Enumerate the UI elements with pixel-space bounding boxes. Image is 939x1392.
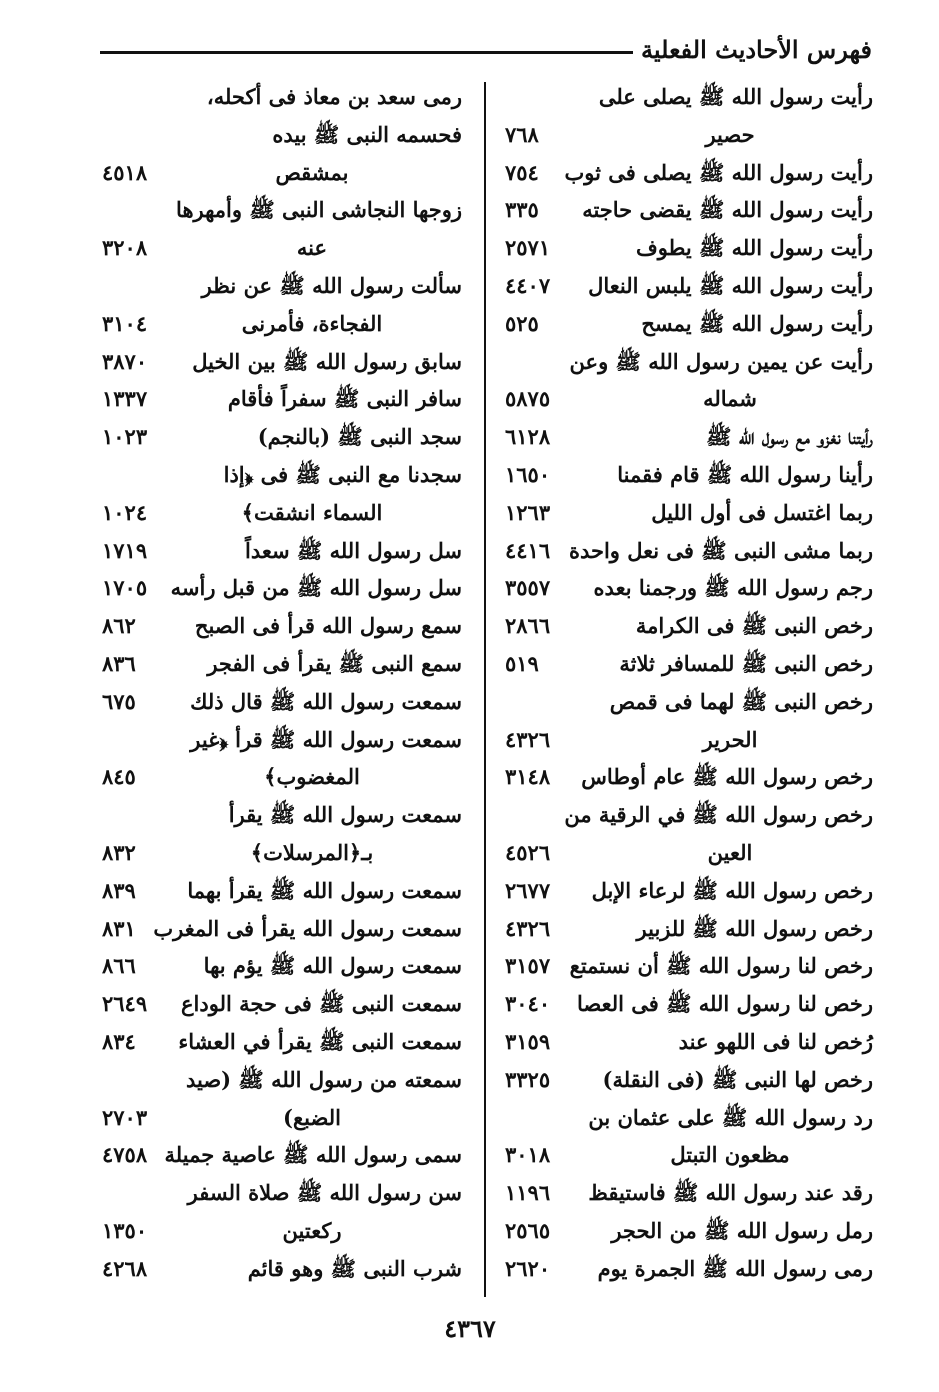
index-entry [505,1136,873,1174]
index-entry [102,380,462,418]
entry-text: سمعت رسول الله ﷺ قرأ ﴿غير [190,726,462,752]
index-entry [505,947,873,985]
index-entry [102,796,462,834]
entry-text: رقد عند رسول الله ﷺ فاستيقظ [588,1180,873,1206]
entry-text: رأيت عن يمين رسول الله ﷺ وعن [569,348,873,374]
entry-number: ١٢٦٣ [505,499,551,525]
index-entry [505,796,873,834]
entry-text: رخص لنا رسول الله ﷺ أن نستمتع [569,953,873,979]
entry-text: سمى رسول الله ﷺ عاصية جميلة [164,1142,462,1168]
entry-number: ٤٤١٦ [505,537,551,563]
index-entry [102,267,462,305]
entry-text: سن رسول الله ﷺ صلاة السفر [187,1180,462,1206]
entry-number: ٤٥٢٦ [505,839,551,865]
index-entry [505,494,873,532]
index-entry [505,872,873,910]
index-entry [102,758,462,796]
entry-number: ٨٣٩ [102,877,136,903]
entry-text: فحسمه النبى ﷺ بيده [272,121,462,147]
header-rule [100,51,633,54]
entry-text: السماء انشقت﴾ [241,499,383,525]
right-column [505,78,873,1288]
entry-text: الفجاءة، فأمرنى [241,310,383,336]
index-entry [505,607,873,645]
entry-text: العين [707,839,753,865]
index-entry [505,645,873,683]
entry-text: رأيت رسول الله ﷺ يقضى حاجته [582,197,873,223]
entry-number: ٢٦٧٧ [505,877,551,903]
entry-text: رخص لنا رسول الله ﷺ فى العصا [576,991,873,1017]
entry-text: رأيت رسول الله ﷺ يلبس النعال [588,272,873,298]
entry-text: سل رسول الله ﷺ سعداً [245,537,462,563]
index-entry [505,721,873,759]
entry-text: رخص رسول الله ﷺ عام أوطاس [581,764,873,790]
page-header [100,28,872,70]
entry-number: ٣٣٥ [505,197,539,223]
entry-number: ٣١٥٧ [505,953,551,979]
entry-text: شماله [703,386,757,412]
index-entry [505,267,873,305]
entry-text: رجم رسول الله ﷺ ورجمنا بعده [593,575,873,601]
entry-text: الضبع) [283,1104,341,1130]
entry-text: ركعتين [282,1217,342,1243]
page-title: فهرس الأحاديث الفعلية [641,34,872,64]
entry-text: سل رسول الله ﷺ من قبل رأسه [170,575,462,601]
index-entry [102,305,462,343]
entry-number: ٨٦٦ [102,953,136,979]
entry-text: ربما مشى النبى ﷺ فى نعل واحدة [568,537,873,563]
index-entry [505,380,873,418]
index-entry [102,607,462,645]
entry-text: رخص النبى ﷺ فى الكرامة [635,613,873,639]
entry-text: رخص لها النبى ﷺ (فى النقلة) [602,1066,873,1092]
entry-text: سمعت النبى ﷺ فى حجة الوداع [181,991,462,1017]
entry-text: بمشقص [275,159,349,185]
entry-text: الحرير [702,726,758,752]
entry-text: رخص النبى ﷺ لهما فى قمص [609,688,873,714]
entry-text: سمعت رسول الله ﷺ يقرأ بهما [187,877,462,903]
index-entry [505,1099,873,1137]
index-entry [102,78,462,116]
entry-number: ١٧١٩ [102,537,148,563]
index-entry [505,532,873,570]
entry-number: ٧٥٤ [505,159,539,185]
entry-number: ٦١٢٨ [505,424,551,450]
index-entry [505,1174,873,1212]
entry-number: ٧٦٨ [505,121,539,147]
entry-text: سألت رسول الله ﷺ عن نظر [201,272,462,298]
entry-text: سجد النبى ﷺ (بالنجم) [257,424,462,450]
index-entry [505,229,873,267]
index-entry [102,154,462,192]
index-entry [505,569,873,607]
index-entry [102,569,462,607]
index-entry [102,191,462,229]
entry-text: رخص رسول الله ﷺ لرعاء الإبل [591,877,873,903]
entry-text: رأينا رسول الله ﷺ قام فقمنا [617,461,873,487]
entry-number: ١٠٢٤ [102,499,148,525]
entry-number: ١٧٠٥ [102,575,148,601]
entry-number: ٨٦٢ [102,613,136,639]
entry-text: رد رسول الله ﷺ على عثمان بن [588,1104,873,1130]
entry-number: ٤٧٥٨ [102,1142,148,1168]
index-entry [102,343,462,381]
column-divider [484,82,486,1297]
entry-text: زوجها النجاشى النبى ﷺ وأمهرها [176,197,462,223]
entry-number: ٤٤٠٧ [505,272,551,298]
index-entry [102,494,462,532]
entry-text: سمعته من رسول الله ﷺ (صيد [185,1066,462,1092]
entry-text: رخص رسول الله ﷺ في الرقية من [564,802,873,828]
entry-number: ٢٦٤٩ [102,991,148,1017]
entry-number: ٨٤٥ [102,764,136,790]
index-entry [102,947,462,985]
index-entry [505,985,873,1023]
entry-number: ١٦٥٠ [505,461,551,487]
entry-text: سجدنا مع النبى ﷺ فى ﴿إذا [223,461,462,487]
index-entry [102,418,462,456]
entry-number: ٣٢٠٨ [102,235,148,261]
entry-text: رخص رسول الله ﷺ للزبير [636,915,873,941]
entry-text: رأيت رسول الله ﷺ يصلى على [598,84,873,109]
entry-text: سمعت النبى ﷺ يقرأ في العشاء [178,1028,462,1054]
entry-number: ٣٥٥٧ [505,575,551,601]
entry-text: سمع النبى ﷺ يقرأ فى الفجر [207,650,462,676]
entry-number: ٣١٥٩ [505,1028,551,1054]
index-entry [102,721,462,759]
entry-number: ١٣٥٠ [102,1217,148,1243]
entry-text: رأيت رسول الله ﷺ يصلى فى ثوب [564,159,873,185]
entry-number: ٣٠١٨ [505,1142,551,1168]
index-entry [102,1136,462,1174]
index-entry [505,191,873,229]
entry-text: عنه [296,235,328,261]
entry-number: ٤٣٢٦ [505,915,551,941]
index-entry [102,456,462,494]
entry-text: رأيتنا نغزو مع رسول الله ﷺ [706,424,873,450]
entry-number: ١٣٣٧ [102,386,148,412]
entry-number: ٢٦٢٠ [505,1255,551,1281]
index-entry [505,154,873,192]
index-entry [102,834,462,872]
entry-text: رخص النبى ﷺ للمسافر ثلاثة [619,650,873,676]
entry-text: رمى سعد بن معاذ فى أكحله، [206,84,462,109]
entry-text: حصير [705,121,755,147]
index-entry [505,1212,873,1250]
index-entry [102,1023,462,1061]
entry-number: ٤٢٦٨ [102,1255,148,1281]
index-entry [102,872,462,910]
index-entry [102,1061,462,1099]
entry-number: ٢٥٧١ [505,235,551,261]
index-entry [102,1212,462,1250]
entry-text: رأيت رسول الله ﷺ يمسح [641,310,873,336]
entry-number: ٥٢٥ [505,310,539,336]
entry-text: سمعت رسول الله ﷺ يقرأ [228,802,462,828]
index-entry [505,78,873,116]
entry-text: ربما اغتسل فى أول الليل [651,499,873,525]
index-entry [102,229,462,267]
entry-text: بـ﴿المرسلات﴾ [250,839,374,865]
index-entry [102,1099,462,1137]
entry-text: مظعون التبتل [670,1142,790,1168]
entry-text: رمى رسول الله ﷺ الجمرة يوم [597,1255,873,1281]
index-entry [505,343,873,381]
entry-text: سمع رسول الله قرأ فى الصبح [194,613,462,639]
entry-number: ٣٨٧٠ [102,348,148,374]
entry-number: ٣١٤٨ [505,764,551,790]
index-entry [102,683,462,721]
entry-text: سمعت رسول الله ﷺ يؤم بها [203,953,462,979]
index-entry [505,116,873,154]
entry-number: ٥١٩ [505,650,539,676]
index-entry [505,1250,873,1288]
entry-number: ٢٨٦٦ [505,613,551,639]
entry-text: سمعت رسول الله يقرأ فى المغرب [153,915,462,941]
index-entry [505,456,873,494]
index-entry [505,834,873,872]
index-entry [102,910,462,948]
index-entry [102,1174,462,1212]
entry-number: ٤٥١٨ [102,159,148,185]
left-column [102,78,462,1288]
entry-text: شرب النبى ﷺ وهو قائم [247,1255,462,1281]
entry-number: ٨٣٦ [102,650,136,676]
entry-number: ١١٩٦ [505,1180,551,1206]
index-entry [505,1061,873,1099]
entry-text: رأيت رسول الله ﷺ يطوف [635,235,873,261]
entry-number: ٣١٠٤ [102,310,148,336]
entry-number: ٨٣٤ [102,1028,136,1054]
entry-text: المغضوب﴾ [264,764,360,790]
entry-number: ٤٣٢٦ [505,726,551,752]
entry-number: ٨٣٢ [102,839,136,865]
entry-text: سابق رسول الله ﷺ بين الخيل [192,348,462,374]
entry-number: ١٠٢٣ [102,424,148,450]
entry-number: ٨٣١ [102,915,136,941]
entry-number: ٦٧٥ [102,688,136,714]
index-entry [505,1023,873,1061]
index-entry [102,532,462,570]
entry-number: ٣٠٤٠ [505,991,551,1017]
index-entry [102,645,462,683]
entry-number: ٢٧٠٣ [102,1104,148,1130]
index-entry [505,758,873,796]
entry-text: سمعت رسول الله ﷺ قال ذلك [190,688,462,714]
entry-text: رمل رسول الله ﷺ من الحجر [611,1217,873,1243]
index-entry [505,418,873,456]
entry-number: ٣٣٢٥ [505,1066,551,1092]
page-number: ٤٣٦٧ [444,1314,496,1343]
index-entry [102,985,462,1023]
entry-text: سافر النبى ﷺ سفراً فأقام [227,386,462,412]
index-entry [505,910,873,948]
index-entry [505,683,873,721]
index-entry [505,305,873,343]
entry-number: ٢٥٦٥ [505,1217,551,1243]
index-entry [102,116,462,154]
entry-number: ٥٨٧٥ [505,386,551,412]
index-entry [102,1250,462,1288]
entry-text: رُخص لنا فى اللهو عند [678,1028,873,1054]
